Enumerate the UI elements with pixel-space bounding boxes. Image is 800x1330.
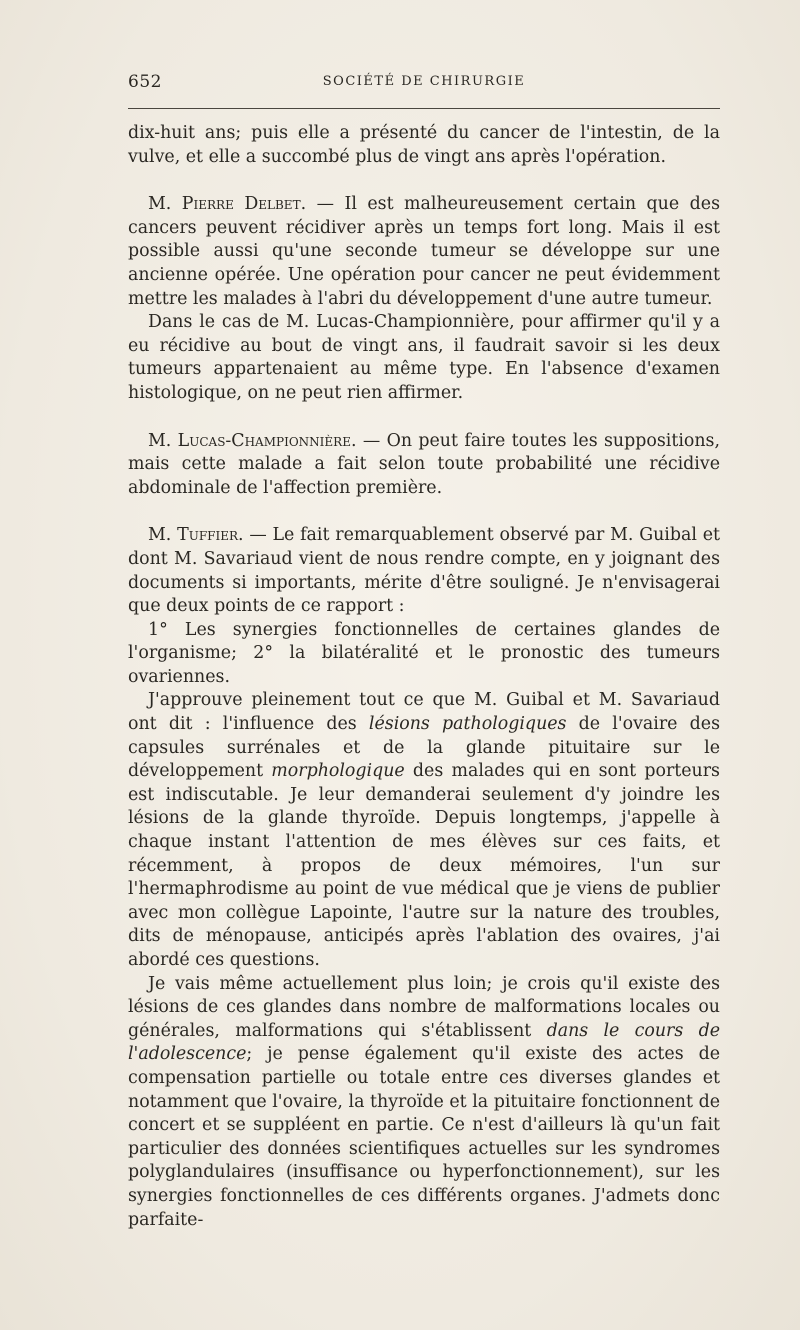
body-text	[128, 122, 720, 1232]
italic-phrase: lésions pathologiques	[368, 714, 567, 735]
paragraph-text: J'approuve pleinement tout ce que M. Guibal et M. Savariaud ont dit : l'influence des	[128, 690, 720, 735]
page-number: 652	[128, 72, 162, 92]
paragraph-delbet-cont	[128, 311, 720, 405]
paragraph-text: Dans le cas de M. Lucas-Championnière, pour affirmer qu'il y a eu récidive au bout de vingt ans, il faudrait savoir si les deux tumeurs appartenaient au même type. En l'absence d'examen histologique, on ne peut rien affirmer.	[128, 312, 720, 403]
paragraph-delbet	[128, 193, 720, 311]
paragraph-tuffier	[128, 524, 720, 618]
page-header	[128, 72, 720, 98]
paragraph-text: 1° Les synergies fonctionnelles de certaines glandes de l'organisme; 2° la bilatéralité et le pronostic des tumeurs ovariennes.	[128, 619, 720, 687]
speaker-name: M. Tuffier.	[148, 525, 244, 546]
paragraph-text: dix-huit ans; puis elle a présenté du cancer de l'intestin, de la vulve, et elle a succombé plus de vingt ans après l'opération.	[128, 123, 720, 167]
header-rule	[128, 108, 720, 109]
italic-phrase: dans le cours de l'adolescence	[128, 1020, 720, 1065]
paragraph-text: de l'ovaire des capsules surrénales et de la glande pituitaire sur le développement	[128, 714, 720, 782]
italic-phrase: morphologique	[271, 761, 405, 782]
paragraph-approval	[128, 689, 720, 972]
paragraph-further	[128, 973, 720, 1233]
paragraph-text: — Le fait remarquablement observé par M. Guibal et dont M. Savariaud vient de nous rendre compte, en y joignant des documents si importants, mérite d'être souligné. Je n'envisagerai que deux points de ce rapport :	[128, 525, 720, 617]
paragraph-text: des malades qui en sont porteurs est indiscutable. Je leur demanderai seulement d'y joindre les lésions de la glande thyroïde. Depuis longtemps, j'appelle à chaque instant l'attention de mes élèves sur ces faits, et récemment, à propos de deux mémoires, l'un sur l'hermaphrodisme au point de vue médical que je viens de publier avec mon collègue Lapointe, l'autre sur la nature des troubles, dits de ménopause, anticipés après l'ablation des ovaires, j'ai abordé ces questions.	[128, 761, 720, 970]
speaker-name: M. Lucas-Championnière.	[148, 430, 357, 451]
paragraph-text: — Il est malheureusement certain que des cancers peuvent récidiver après un temps fort long. Mais il est possible aussi qu'une seconde tumeur se développe sur une ancienne opérée. Une opération pour cancer ne peut évidemment mettre les malades à l'abri du développement d'une autre tumeur.	[128, 194, 720, 309]
paragraph-text: Je vais même actuellement plus loin; je crois qu'il existe des lésions de ces glandes dans nombre de malformations locales ou générales, malformations qui s'établissent	[128, 973, 720, 1041]
speaker-name: M. Pierre Delbet.	[148, 194, 307, 215]
paragraph-text: ; je pense également qu'il existe des actes de compensation partielle ou totale entre ces diverses glandes et notamment que l'ovaire, la thyroïde et la pituitaire fonctionnent de concert et se suppléent en partie. Ce n'est d'ailleurs là qu'un fait particulier des données scientifiques actuelles sur les syndromes polyglandulaires (insuffisance ou hyperfonctionnement), sur les synergies fonctionnelles de ces différents organes. J'admets donc parfaite-	[128, 1044, 720, 1230]
paragraph-continuation	[128, 122, 720, 169]
running-head: SOCIÉTÉ DE CHIRURGIE	[322, 74, 526, 89]
paragraph-lucas-championniere	[128, 430, 720, 501]
paragraph-text: — On peut faire toutes les suppositions, mais cette malade a fait selon toute probabilité une récidive abdominale de l'affection première.	[128, 430, 721, 498]
paragraph-points	[128, 619, 720, 690]
